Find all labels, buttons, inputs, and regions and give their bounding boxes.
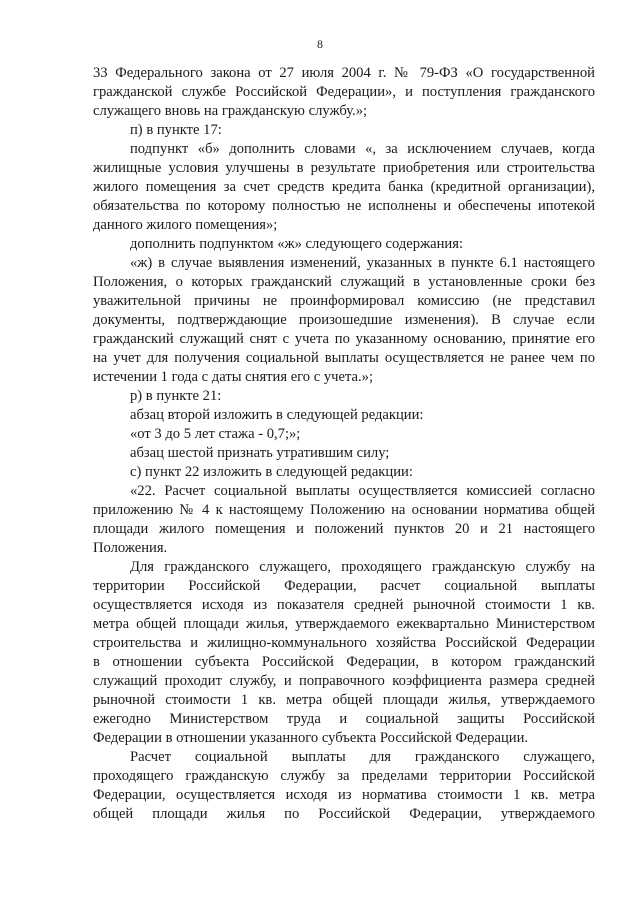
text-line: Федерации в отношении указанного субъекта Российской Федерации. bbox=[93, 730, 529, 746]
text-line: на учет для получения социальной выплаты осуществляется не ранее чем по bbox=[93, 350, 595, 366]
text-line: п) в пункте 17: bbox=[130, 122, 222, 138]
text-line: площади жилого помещения и положений пунктов 20 и 21 настоящего bbox=[93, 521, 595, 537]
text-line: территории Российской Федерации, расчет социальной выплаты bbox=[93, 578, 595, 594]
text-line: Федерации, осуществляется исходя из норматива стоимости 1 кв. метра bbox=[93, 787, 595, 803]
text-line: Положения. bbox=[93, 540, 168, 556]
text-line: гражданский служащий снят с учета по указанному основанию, принятие его bbox=[93, 331, 595, 347]
text-line: «ж) в случае выявления изменений, указанных в пункте 6.1 настоящего bbox=[130, 255, 595, 271]
text-line: в отношении субъекта Российской Федерации, в котором гражданский bbox=[93, 654, 595, 670]
text-line: уважительной причины не проинформировал комиссию (не представил bbox=[93, 293, 595, 309]
body-text bbox=[93, 64, 595, 824]
text-line: р) в пункте 21: bbox=[130, 388, 222, 404]
text-line: общей площади жилья по Российской Федерации, утверждаемого bbox=[93, 806, 595, 822]
text-line: «от 3 до 5 лет стажа - 0,7;»; bbox=[130, 426, 301, 442]
text-line: Положения, о которых гражданский служащий в установленные сроки без bbox=[93, 274, 595, 290]
text-line: Расчет социальной выплаты для гражданского служащего, bbox=[130, 749, 595, 765]
text-line: служащего вновь на гражданскую службу.»; bbox=[93, 103, 368, 119]
text-line: абзац второй изложить в следующей редакции: bbox=[130, 407, 424, 423]
text-line: жилищные условия улучшены в результате приобретения или строительства bbox=[93, 160, 595, 176]
text-line: истечении 1 года с даты снятия его с учета.»; bbox=[93, 369, 374, 385]
text-line: документы, подтверждающие произошедшие изменения). В случае если bbox=[93, 312, 595, 328]
text-line: с) пункт 22 изложить в следующей редакции: bbox=[130, 464, 413, 480]
text-line: служащий проходит службу, и поправочного коэффициента размера средней bbox=[93, 673, 595, 689]
text-line: строительства и жилищно-коммунального хозяйства Российской Федерации bbox=[93, 635, 595, 651]
text-line: 33 Федерального закона от 27 июля 2004 г. № 79-ФЗ «О государственной bbox=[93, 65, 595, 81]
text-line: метра общей площади жилья, утверждаемого ежеквартально Министерством bbox=[93, 616, 595, 632]
text-line: гражданской службе Российской Федерации», и поступления гражданского bbox=[93, 84, 595, 100]
text-line: обязательства по которому полностью не исполнены и обеспечены ипотекой bbox=[93, 198, 595, 214]
page-number: 8 bbox=[317, 37, 323, 51]
text-line: ежегодно Министерством труда и социальной защиты Российской bbox=[93, 711, 595, 727]
text-line: рыночной стоимости 1 кв. метра общей площади жилья, утверждаемого bbox=[93, 692, 595, 708]
text-line: дополнить подпунктом «ж» следующего содержания: bbox=[130, 236, 464, 252]
text-line: «22. Расчет социальной выплаты осуществляется комиссией согласно bbox=[130, 483, 595, 499]
text-line: жилого помещения за счет средств кредита банка (кредитной организации), bbox=[93, 179, 595, 195]
text-line: подпункт «б» дополнить словами «, за исключением случаев, когда bbox=[130, 141, 595, 157]
text-line: приложению № 4 к настоящему Положению на основании норматива общей bbox=[93, 502, 595, 518]
text-line: абзац шестой признать утратившим силу; bbox=[130, 445, 390, 461]
text-line: Для гражданского служащего, проходящего гражданскую службу на bbox=[130, 559, 595, 575]
text-line: данного жилого помещения»; bbox=[93, 217, 278, 233]
text-line: проходящего гражданскую службу за пределами территории Российской bbox=[93, 768, 595, 784]
text-line: осуществляется исходя из показателя средней рыночной стоимости 1 кв. bbox=[93, 597, 595, 613]
